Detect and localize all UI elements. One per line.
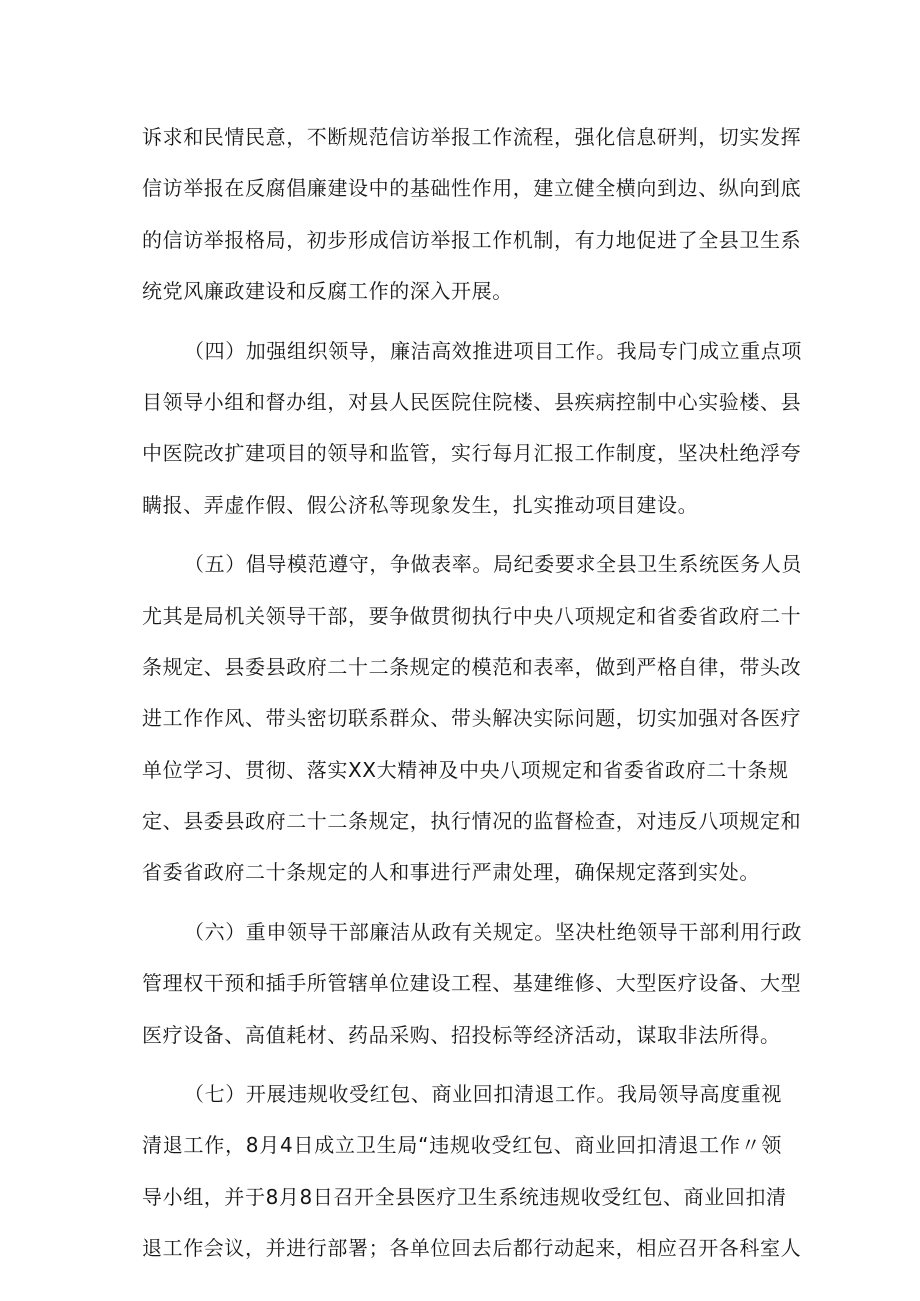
text-line: （四）加强组织领导，廉洁高效推进项目工作。我局专门成立重点项	[184, 338, 802, 363]
text-line: 导小组，并于8月8日召开全县医疗卫生系统违规收受红包、商业回扣清	[142, 1184, 787, 1209]
document-body	[142, 112, 802, 1275]
text-line: 进工作作风、带头密切联系群众、带头解决实际问题，切实加强对各医疗	[142, 706, 802, 731]
text-line: （五）倡导模范遵守，争做表率。局纪委要求全县卫生系统医务人员	[184, 552, 802, 577]
text-line: 统党风廉政建设和反腐工作的深入开展。	[142, 279, 513, 304]
text-line: 退工作会议，并进行部署；各单位回去后都行动起来，相应召开各科室人	[142, 1236, 802, 1261]
text-line: 定、县委县政府二十二条规定，执行情况的监督检查，对违反八项规定和	[142, 809, 802, 834]
paragraph-5	[142, 539, 802, 899]
text-line: （七）开展违规收受红包、商业回扣清退工作。我局领导高度重视	[184, 1082, 782, 1107]
text-line: 诉求和民情民意，不断规范信访举报工作流程，强化信息研判，切实发挥	[142, 125, 802, 149]
paragraph-6	[142, 907, 802, 1061]
paragraph-7	[142, 1069, 802, 1275]
text-line: 管理权干预和插手所管辖单位建设工程、基建维修、大型医疗设备、大型	[142, 971, 802, 996]
paragraph-4	[142, 326, 802, 532]
text-line: 中医院改扩建项目的领导和监管，实行每月汇报工作制度，坚决杜绝浮夸	[142, 441, 802, 466]
text-line: 瞒报、弄虚作假、假公济私等现象发生，扎实推动项目建设。	[142, 492, 699, 517]
text-line: 条规定、县委县政府二十二条规定的模范和表率，做到严格自律，带头改	[142, 654, 802, 679]
text-line: （六）重申领导干部廉洁从政有关规定。坚决杜绝领导干部利用行政	[184, 919, 802, 944]
text-line: 尤其是局机关领导干部，要争做贯彻执行中央八项规定和省委省政府二十	[142, 603, 802, 628]
text-line: 信访举报在反腐倡廉建设中的基础性作用，建立健全横向到边、纵向到底	[142, 176, 802, 201]
text-line: 目领导小组和督办组，对县人民医院住院楼、县疾病控制中心实验楼、县	[142, 389, 802, 414]
text-line: 省委省政府二十条规定的人和事进行严肃处理，确保规定落到实处。	[142, 860, 760, 885]
text-line: 医疗设备、高值耗材、药品采购、招投标等经济活动，谋取非法所得。	[142, 1022, 781, 1047]
text-line: 清退工作，8月4日成立卫生局“违规收受红包、商业回扣清退工作〃领	[142, 1133, 782, 1158]
paragraph-continuation	[142, 112, 802, 318]
text-line: 的信访举报格局，初步形成信访举报工作机制，有力地促进了全县卫生系	[142, 227, 802, 252]
text-line: 单位学习、贯彻、落实XX大精神及中央八项规定和省委省政府二十条规	[142, 757, 789, 782]
